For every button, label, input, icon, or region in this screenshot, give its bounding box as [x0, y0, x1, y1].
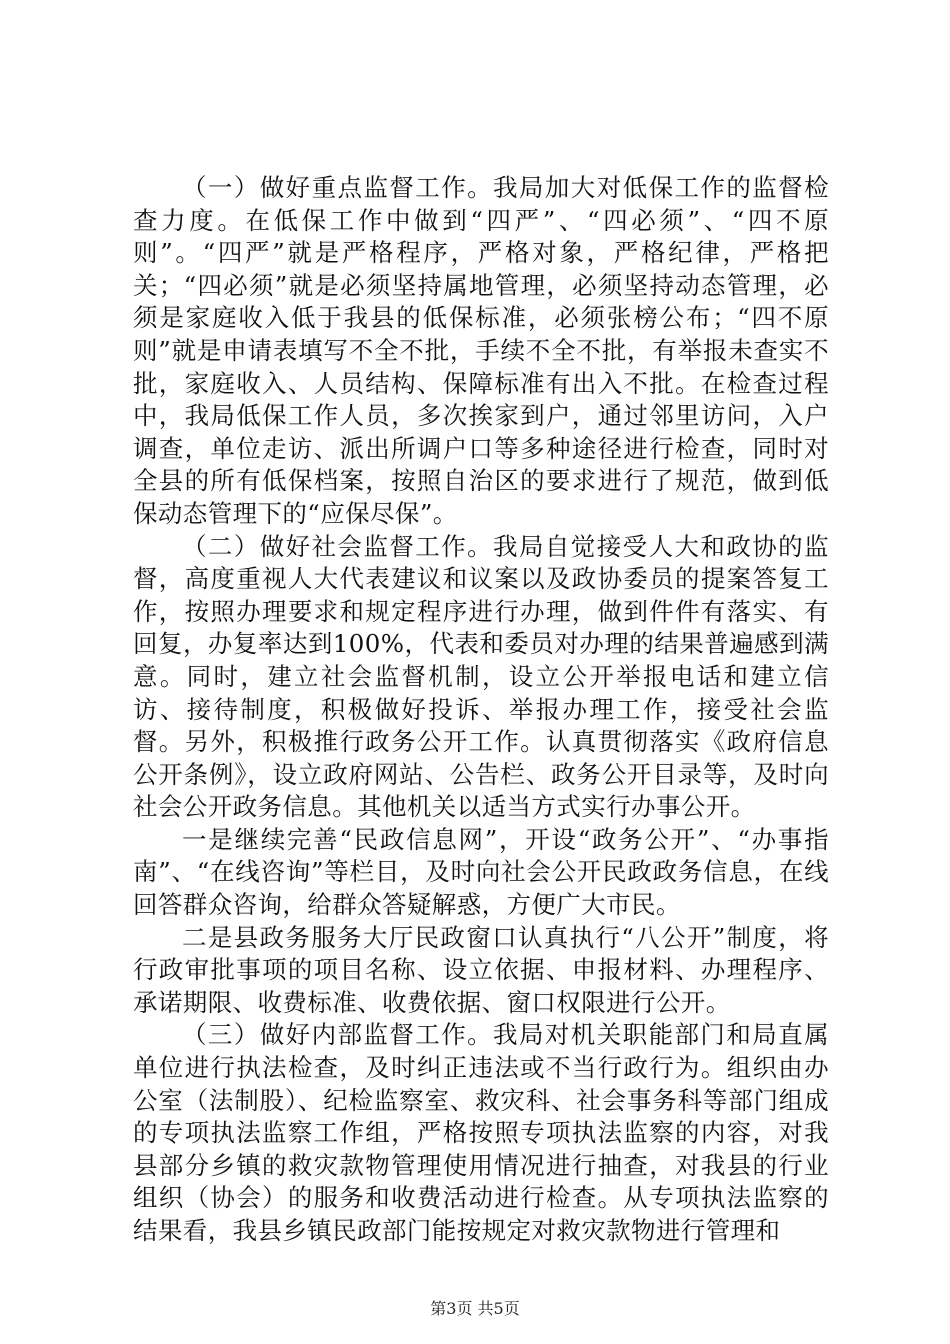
document-body [133, 172, 829, 1248]
paragraph-low-income-supervision: （一）做好重点监督工作。我局加大对低保工作的监督检查力度。在低保工作中做到“四严”、“四必须”、“四不原则”。“四严”就是严格程序，严格对象，严格纪律，严格把关；“四必须”就是必须坚持属地管理，必须坚持动态管理，必须是家庭收入低于我县的低保标准，必须张榜公布；“四不原则”就是申请表填写不全不批，手续不全不批，有举报未查实不批，家庭收入、人员结构、保障标准有出入不批。在检查过程中，我局低保工作人员，多次挨家到户，通过邻里访问，入户调查，单位走访、派出所调户口等多种途径进行检查，同时对全县的所有低保档案，按照自治区的要求进行了规范，做到低保动态管理下的“应保尽保”。 [133, 173, 829, 528]
paragraph-civil-affairs-website: 一是继续完善“民政信息网”，开设“政务公开”、“办事指南”、“在线咨询”等栏目，及时向社会公开民政政务信息，在线回答群众咨询，给群众答疑解惑，方便广大市民。 [133, 824, 829, 920]
paragraph-social-supervision: （二）做好社会监督工作。我局自觉接受人大和政协的监督，高度重视人大代表建议和议案以及政协委员的提案答复工作，按照办理要求和规定程序进行办理，做到件件有落实、有回复，办复率达到100%，代表和委员对办理的结果普遍感到满意。同时，建立社会监督机制，设立公开举报电话和建立信访、接待制度，积极做好投诉、举报办理工作，接受社会监督。另外，积极推行政务公开工作。认真贯彻落实《政府信息公开条例》，设立政府网站、公告栏、政务公开目录等，及时向社会公开政务信息。其他机关以适当方式实行办事公开。 [133, 531, 829, 822]
page-number-footer: 第3页 共5页 [430, 1299, 520, 1318]
paragraph-service-hall-window: 二是县政务服务大厅民政窗口认真执行“八公开”制度，将行政审批事项的项目名称、设立依据、申报材料、办理程序、承诺期限、收费标准、收费依据、窗口权限进行公开。 [133, 922, 829, 1017]
paragraph-internal-supervision: （三）做好内部监督工作。我局对机关职能部门和局直属单位进行执法检查，及时纠正违法或不当行政行为。组织由办公室（法制股）、纪检监察室、救灾科、社会事务科等部门组成的专项执法监察工作组，严格按照专项执法监察的内容，对我县部分乡镇的救灾款物管理使用情况进行抽查，对我县的行业组织（协会）的服务和收费活动进行检查。从专项执法监察的结果看，我县乡镇民政部门能按规定对救灾款物进行管理和 [133, 1020, 829, 1245]
